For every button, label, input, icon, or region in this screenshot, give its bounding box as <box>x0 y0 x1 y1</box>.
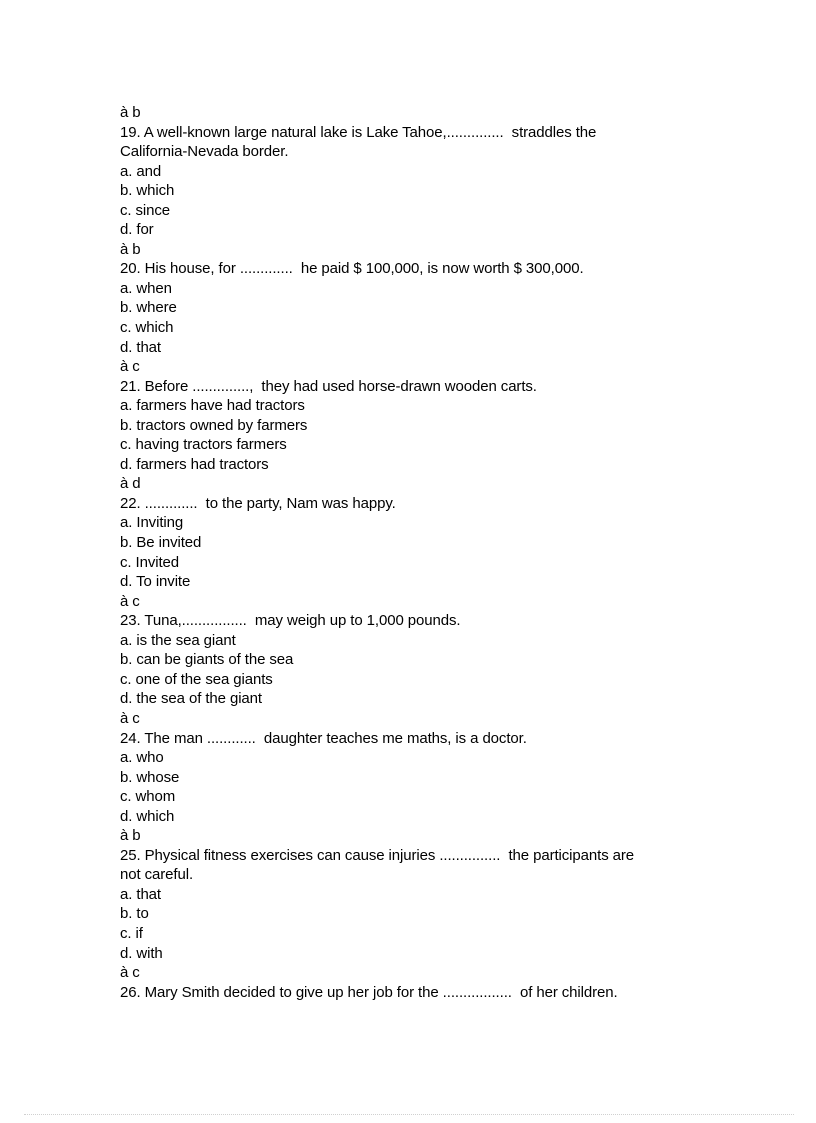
option-d: d. To invite <box>120 573 191 591</box>
option-c: c. if <box>120 924 143 942</box>
answer-marker: à d <box>120 475 141 493</box>
option-a: a. is the sea giant <box>120 631 236 649</box>
answer-marker: à c <box>120 592 140 610</box>
question-20: 20. His house, for ............. he paid $ 100,000, is now worth $ 300,000. <box>120 260 584 278</box>
question-24: 24. The man ............ daughter teaches me maths, is a doctor. <box>120 729 527 747</box>
option-b: b. can be giants of the sea <box>120 651 294 669</box>
option-c: c. which <box>120 319 174 337</box>
option-d: d. farmers had tractors <box>120 455 269 473</box>
option-b: b. whose <box>120 768 180 786</box>
question-26: 26. Mary Smith decided to give up her job for the ................. of her children. <box>120 983 618 1001</box>
option-c: c. since <box>120 201 171 219</box>
option-d: d. the sea of the giant <box>120 690 262 708</box>
option-b: b. to <box>120 905 149 923</box>
answer-marker: à c <box>120 709 140 727</box>
answer-marker: à b <box>120 827 141 845</box>
option-d: d. for <box>120 221 154 239</box>
option-a: a. and <box>120 162 162 180</box>
option-d: d. which <box>120 807 175 825</box>
question-19: 19. A well-known large natural lake is Lake Tahoe,.............. straddles the <box>120 123 597 141</box>
option-a: a. Inviting <box>120 514 184 532</box>
question-25-continued: not careful. <box>120 866 194 884</box>
option-c: c. whom <box>120 788 176 806</box>
option-c: c. one of the sea giants <box>120 670 273 688</box>
option-b: b. which <box>120 182 175 200</box>
option-b: b. tractors owned by farmers <box>120 416 308 434</box>
option-b: b. Be invited <box>120 534 202 552</box>
question-22: 22. ............. to the party, Nam was happy. <box>120 494 396 512</box>
answer-marker: à c <box>120 964 140 982</box>
option-a: a. when <box>120 279 172 297</box>
option-d: d. with <box>120 944 163 962</box>
page-bottom-divider <box>24 1114 794 1115</box>
answer-marker: à c <box>120 358 140 376</box>
option-a: a. that <box>120 885 161 903</box>
option-c: c. having tractors farmers <box>120 436 287 454</box>
question-21: 21. Before .............., they had used horse-drawn wooden carts. <box>120 377 537 395</box>
option-a: a. who <box>120 749 164 767</box>
question-19-continued: California-Nevada border. <box>120 143 289 161</box>
option-c: c. Invited <box>120 553 180 571</box>
option-a: a. farmers have had tractors <box>120 397 305 415</box>
question-23: 23. Tuna,................ may weigh up to 1,000 pounds. <box>120 612 461 630</box>
option-b: b. where <box>120 299 177 317</box>
document-body <box>120 103 700 1002</box>
question-25: 25. Physical fitness exercises can cause injuries ............... the participants are <box>120 846 635 864</box>
option-d: d. that <box>120 338 161 356</box>
answer-marker: à b <box>120 240 141 258</box>
answer-marker: à b <box>120 104 141 121</box>
